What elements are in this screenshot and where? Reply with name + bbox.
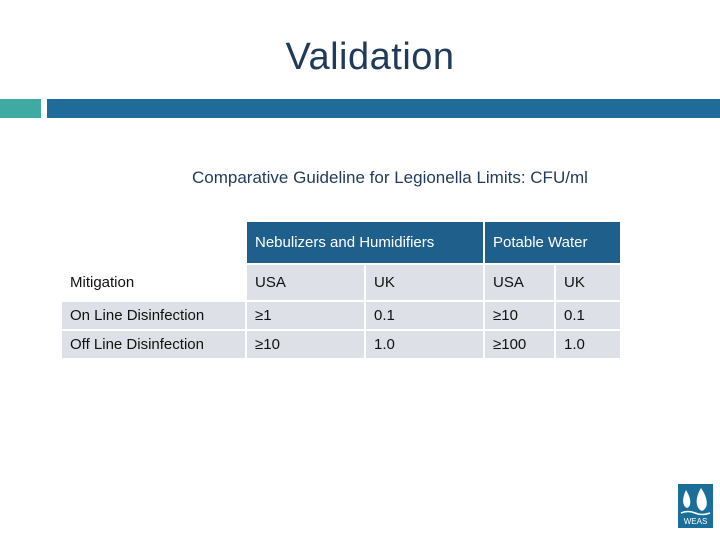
group-header-nebulizers: Nebulizers and Humidifiers <box>247 222 483 263</box>
row-label-offline: Off Line Disinfection <box>62 331 245 358</box>
table-cell: 1.0 <box>556 331 620 358</box>
table-cell: 0.1 <box>366 302 483 329</box>
table-group-header-row <box>62 222 620 263</box>
table-row <box>62 302 620 329</box>
group-header-potable-water: Potable Water <box>485 222 620 263</box>
logo-text: WEAS <box>683 517 708 526</box>
sub-header-uk-nebulizers: UK <box>366 265 483 300</box>
sub-header-usa-nebulizers: USA <box>247 265 364 300</box>
weas-logo <box>678 484 713 528</box>
slide-title: Validation <box>285 36 455 78</box>
accent-bar-teal <box>0 99 41 118</box>
accent-bar-blue <box>47 99 720 118</box>
water-drop-logo-icon <box>678 484 713 528</box>
table-caption: Comparative Guideline for Legionella Limits: CFU/ml <box>192 168 588 187</box>
table-corner-cell <box>62 222 245 263</box>
table-cell: 1.0 <box>366 331 483 358</box>
table-cell: ≥1 <box>247 302 364 329</box>
table-cell: ≥10 <box>247 331 364 358</box>
table-cell: ≥10 <box>485 302 554 329</box>
mitigation-label: Mitigation <box>70 274 135 291</box>
table-cell: 0.1 <box>556 302 620 329</box>
legionella-limits-table <box>60 220 622 360</box>
sub-header-uk-potable: UK <box>556 265 620 300</box>
row-label-online: On Line Disinfection <box>62 302 245 329</box>
table-sub-header-row <box>62 265 620 300</box>
table-row <box>62 331 620 358</box>
sub-header-usa-potable: USA <box>485 265 554 300</box>
table-cell: ≥100 <box>485 331 554 358</box>
